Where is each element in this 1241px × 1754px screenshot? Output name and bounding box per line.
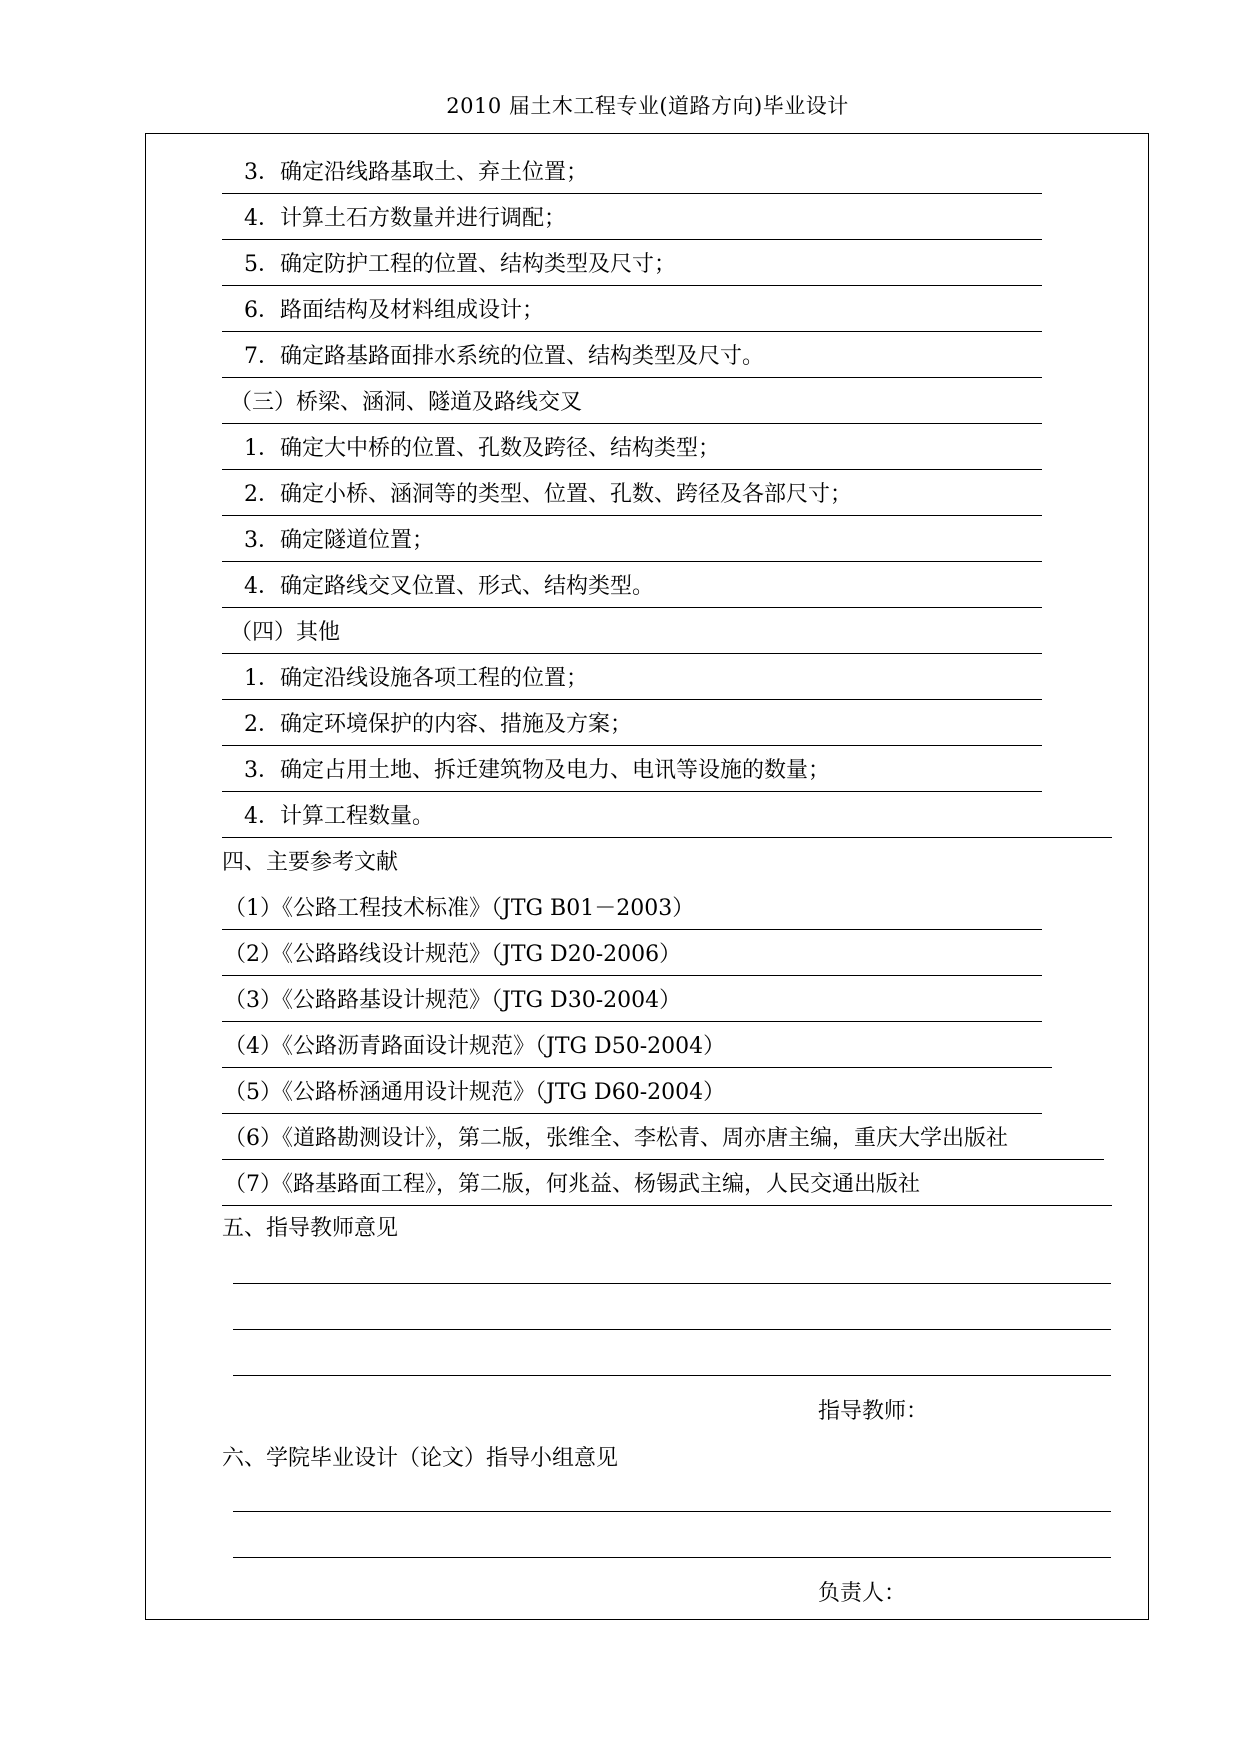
content-line: 3．确定占用土地、拆迁建筑物及电力、电讯等设施的数量； [222, 746, 1042, 792]
advisor-signature-label: 指导教师： [818, 1399, 929, 1424]
reference-item: （3）《公路路基设计规范》（JTG D30-2004） [222, 976, 1042, 1022]
content-line: 3．确定沿线路基取土、弃土位置； [222, 148, 1042, 194]
content-line: 4．计算工程数量。 [222, 792, 1112, 838]
content-line: 1．确定沿线设施各项工程的位置； [222, 654, 1042, 700]
page-header: 2010 届土木工程专业(道路方向)毕业设计 [446, 94, 849, 118]
advisor-heading: 五、指导教师意见 [222, 1216, 399, 1241]
content-line: 2．确定小桥、涵洞等的类型、位置、孔数、跨径及各部尺寸； [222, 470, 1042, 516]
section-heading: （四）其他 [222, 608, 1042, 654]
section-heading: （三）桥梁、涵洞、隧道及路线交叉 [222, 378, 1042, 424]
content-line: 1．确定大中桥的位置、孔数及跨径、结构类型； [222, 424, 1042, 470]
reference-item: （5）《公路桥涵通用设计规范》（JTG D60-2004） [222, 1068, 1042, 1114]
group-heading: 六、学院毕业设计（论文）指导小组意见 [222, 1446, 619, 1471]
reference-item: （4）《公路沥青路面设计规范》（JTG D50-2004） [222, 1022, 1052, 1068]
group-opinion-line [233, 1557, 1111, 1558]
content-line: 6．路面结构及材料组成设计； [222, 286, 1042, 332]
references-heading: 四、主要参考文献 [222, 850, 399, 875]
reference-item: （1）《公路工程技术标准》（JTG B01－2003） [222, 884, 1042, 930]
content-line: 5．确定防护工程的位置、结构类型及尺寸； [222, 240, 1042, 286]
content-line: 3．确定隧道位置； [222, 516, 1042, 562]
advisor-opinion-line [233, 1283, 1111, 1284]
content-line: 7．确定路基路面排水系统的位置、结构类型及尺寸。 [222, 332, 1042, 378]
advisor-opinion-line [233, 1329, 1111, 1330]
advisor-opinion-line [233, 1375, 1111, 1376]
content-line: 4．计算土石方数量并进行调配； [222, 194, 1042, 240]
reference-item: （2）《公路路线设计规范》（JTG D20-2006） [222, 930, 1042, 976]
content-line: 2．确定环境保护的内容、措施及方案； [222, 700, 1042, 746]
content-line: 4．确定路线交叉位置、形式、结构类型。 [222, 562, 1042, 608]
reference-item: （6）《道路勘测设计》，第二版，张维全、李松青、周亦唐主编，重庆大学出版社 [222, 1114, 1104, 1160]
reference-item: （7）《路基路面工程》，第二版，何兆益、杨锡武主编，人民交通出版社 [222, 1160, 1112, 1206]
group-opinion-line [233, 1511, 1111, 1512]
group-signature-label: 负责人： [818, 1581, 907, 1606]
